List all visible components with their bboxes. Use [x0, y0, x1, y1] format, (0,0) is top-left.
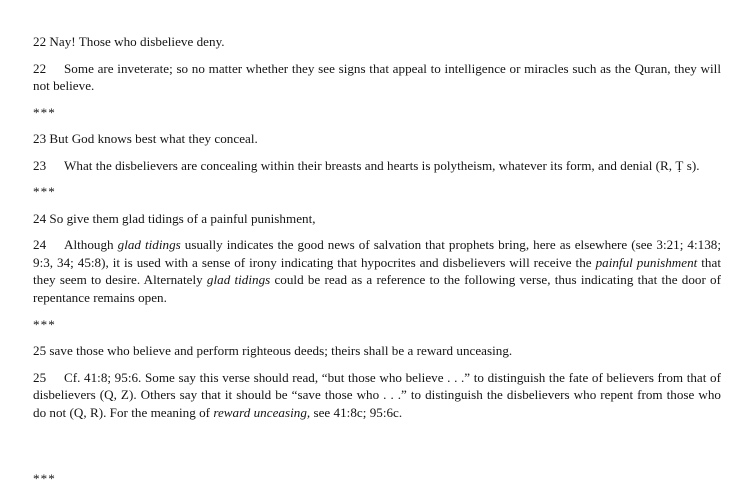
- commentary-paragraph-25: [33, 369, 721, 422]
- verse-text-25: 25 save those who believe and perform righteous deeds; theirs shall be a reward unceasing.: [33, 343, 513, 359]
- commentary-run-italic: glad tidings: [117, 237, 181, 253]
- commentary-number-24: 24: [33, 237, 47, 253]
- commentary-body-22: Some are inveterate; so no matter whether they see signs that appeal to intelligence or miracles such as the Quran, they will not believe.: [33, 60, 721, 94]
- section-separator-2: ***: [33, 184, 56, 200]
- commentary-body-23: What the disbelievers are concealing within their breasts and hearts is polytheism, whatever its form, and denial (R, Ṭ s).: [64, 157, 700, 173]
- section-separator-3: ***: [33, 316, 56, 332]
- commentary-run: could be read as a reference to the following verse, thus indicating that the door of repentance remains open.: [33, 272, 721, 306]
- document-body: [33, 33, 721, 430]
- commentary-number-23: 23: [33, 157, 47, 173]
- commentary-number-22: 22: [33, 60, 47, 76]
- commentary-run: see 41:8c; 95:6c.: [310, 404, 403, 420]
- commentary-paragraph-22: [33, 60, 721, 95]
- commentary-run: Although: [64, 237, 118, 253]
- section-separator-1: ***: [33, 104, 56, 120]
- commentary-paragraph-23: [33, 157, 721, 175]
- verse-text-22: 22 Nay! Those who disbelieve deny.: [33, 34, 225, 49]
- commentary-run-italic: glad tidings: [206, 272, 271, 288]
- commentary-run: usually indicates the good news of salvation that prophets bring, here as elsewhere (see 3:21; 4:138; 9:3, 34; 45:8), it is used with a sense of irony indicating that hypocrites and disbelievers will receive the: [33, 237, 721, 270]
- verse-text-24: 24 So give them glad tidings of a painful punishment,: [33, 210, 316, 226]
- section-separator-4-cropped: ***: [33, 471, 56, 480]
- commentary-run-italic: painful punishment: [595, 254, 698, 270]
- verse-text-23: 23 But God knows best what they conceal.: [33, 131, 258, 147]
- commentary-run-italic: reward unceasing,: [213, 404, 311, 420]
- commentary-number-25: 25: [33, 369, 47, 385]
- commentary-run: that they seem to desire. Alternately: [33, 254, 721, 288]
- commentary-run: Cf. 41:8; 95:6. Some say this verse should read, “but those who believe . . .” to distinguish the fate of believers from that of disbelievers (Q, Z). Others say that it should be “save those who . . .” to distinguish the disbelievers who repent from those who do not (Q, R). For the meaning of: [33, 369, 721, 420]
- commentary-paragraph-24: [33, 236, 721, 306]
